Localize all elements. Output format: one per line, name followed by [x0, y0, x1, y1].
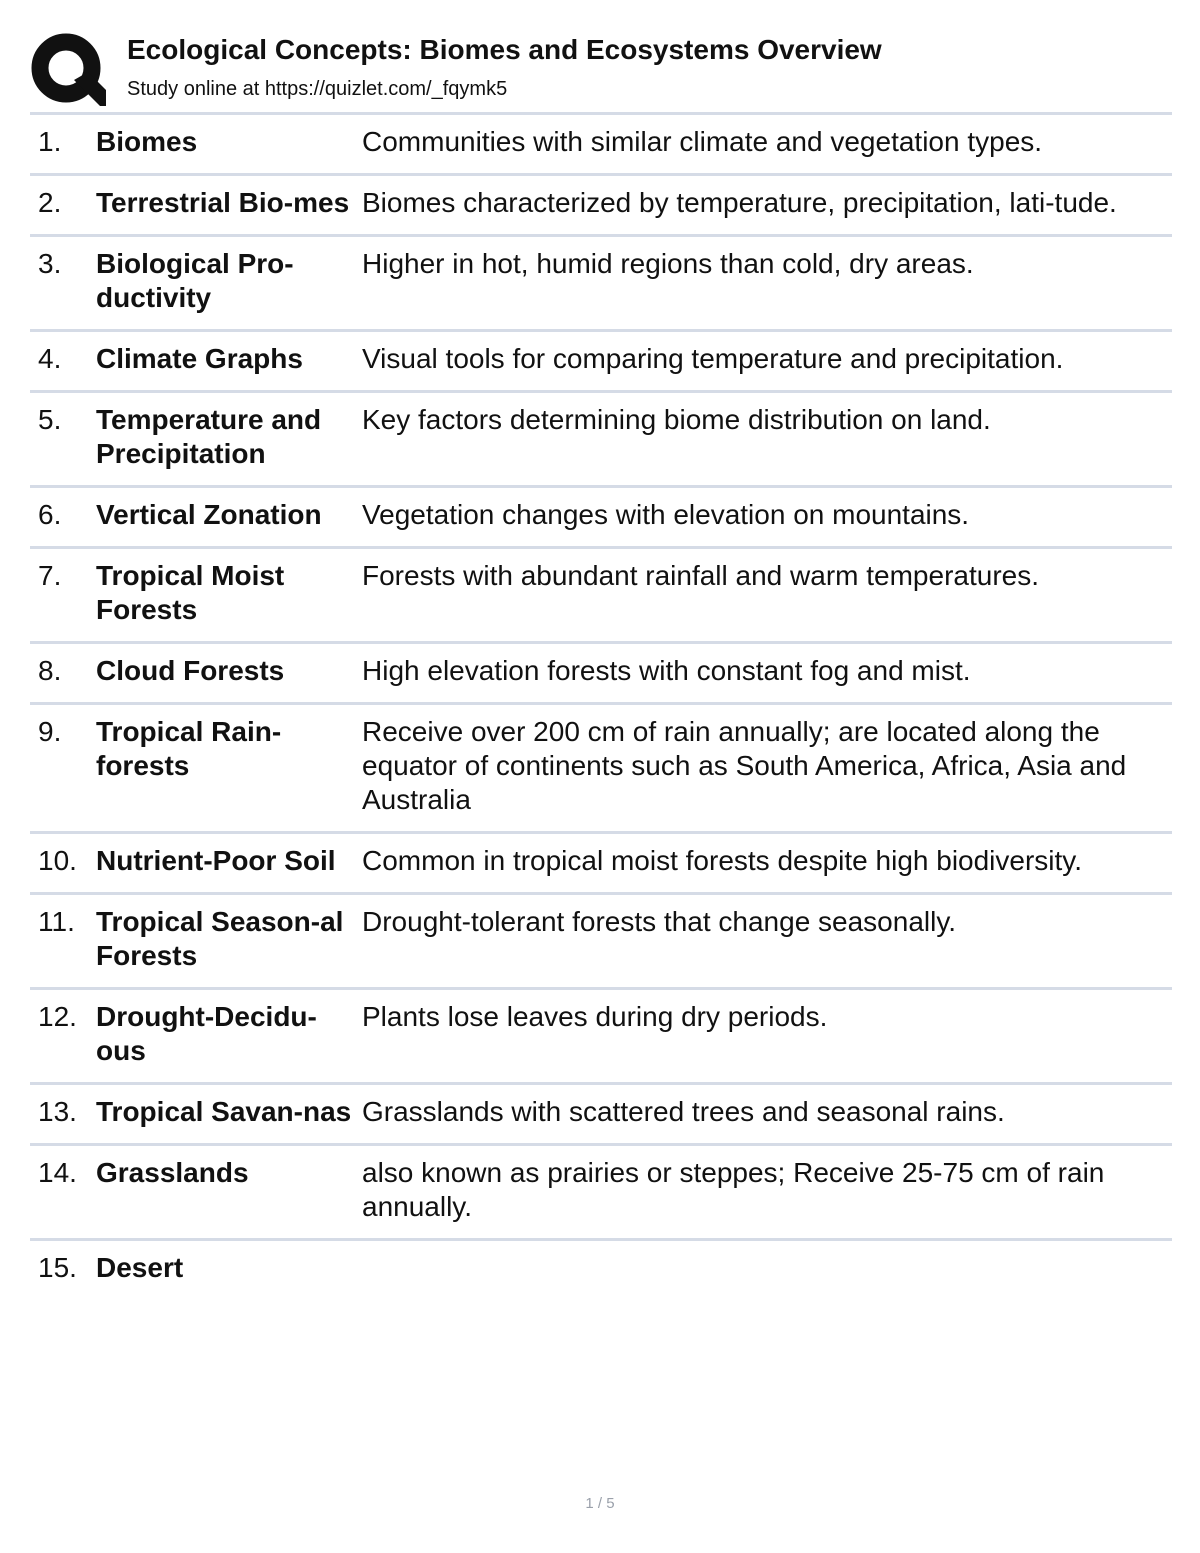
list-item: [30, 390, 1172, 485]
page-number: 1 / 5: [585, 1495, 615, 1512]
item-number: 3.: [38, 248, 62, 279]
list-item: [30, 112, 1172, 173]
item-definition: Higher in hot, humid regions than cold, dry areas.: [362, 248, 974, 279]
list-item: [30, 329, 1172, 390]
item-number: 1.: [38, 126, 62, 157]
list-item: [30, 831, 1172, 892]
item-definition: Receive over 200 cm of rain annually; are located along the equator of continents such as South America, Africa, Asia and Australia: [362, 716, 1127, 815]
item-number: 2.: [38, 187, 62, 218]
item-number: 7.: [38, 560, 62, 591]
item-definition: Forests with abundant rainfall and warm temperatures.: [362, 560, 1039, 591]
item-term: Grasslands: [96, 1157, 249, 1188]
item-number: 12.: [38, 1001, 77, 1032]
item-number: 4.: [38, 343, 62, 374]
list-item: [30, 987, 1172, 1082]
study-online-link[interactable]: Study online at https://quizlet.com/_fqymk5: [127, 78, 508, 100]
item-definition: Grasslands with scattered trees and seasonal rains.: [362, 1096, 1005, 1127]
item-term: Cloud Forests: [96, 655, 285, 686]
list-item: [30, 641, 1172, 702]
item-definition: Vegetation changes with elevation on mountains.: [362, 499, 970, 530]
list-item: [30, 702, 1172, 831]
page-title: Ecological Concepts: Biomes and Ecosystems Overview: [127, 34, 882, 65]
list-item: [30, 173, 1172, 234]
item-term: Tropical Moist Forests: [96, 560, 285, 625]
item-number: 15.: [38, 1252, 77, 1283]
item-term: Vertical Zonation: [96, 499, 322, 530]
item-definition: High elevation forests with constant fog and mist.: [362, 655, 971, 686]
item-number: 9.: [38, 716, 62, 747]
list-item: [30, 1082, 1172, 1143]
item-definition: Drought-tolerant forests that change seasonally.: [362, 906, 957, 937]
list-item: [30, 1238, 1172, 1299]
item-term: Nutrient-Poor Soil: [96, 845, 336, 876]
item-definition: Visual tools for comparing temperature and precipitation.: [362, 343, 1064, 374]
page-header: [30, 30, 1172, 110]
item-definition: Key factors determining biome distribution on land.: [362, 404, 991, 435]
list-item: [30, 485, 1172, 546]
item-term: Biological Pro-ductivity: [96, 248, 294, 313]
term-list: [30, 112, 1172, 1299]
item-number: 14.: [38, 1157, 77, 1188]
item-term: Tropical Season-al Forests: [96, 906, 344, 971]
item-number: 11.: [38, 906, 75, 937]
item-term: Terrestrial Bio-mes: [96, 187, 350, 218]
item-definition: Common in tropical moist forests despite high biodiversity.: [362, 845, 1083, 876]
item-number: 10.: [38, 845, 77, 876]
item-definition: Biomes characterized by temperature, precipitation, lati-tude.: [362, 187, 1117, 218]
list-item: [30, 892, 1172, 987]
quizlet-logo-icon: [30, 30, 106, 106]
item-term: Tropical Rain-forests: [96, 716, 282, 781]
item-term: Drought-Decidu-ous: [96, 1001, 317, 1066]
item-definition: Plants lose leaves during dry periods.: [362, 1001, 828, 1032]
item-number: 13.: [38, 1096, 77, 1127]
list-item: [30, 546, 1172, 641]
list-item: [30, 234, 1172, 329]
item-number: 5.: [38, 404, 62, 435]
item-term: Biomes: [96, 126, 198, 157]
item-number: 8.: [38, 655, 62, 686]
item-term: Temperature and Precipitation: [96, 404, 322, 469]
item-term: Climate Graphs: [96, 343, 303, 374]
item-term: Tropical Savan-nas: [96, 1096, 352, 1127]
item-number: 6.: [38, 499, 62, 530]
item-term: Desert: [96, 1252, 184, 1283]
item-definition: Communities with similar climate and vegetation types.: [362, 126, 1043, 157]
item-definition: also known as prairies or steppes; Receive 25-75 cm of rain annually.: [362, 1157, 1105, 1222]
list-item: [30, 1143, 1172, 1238]
